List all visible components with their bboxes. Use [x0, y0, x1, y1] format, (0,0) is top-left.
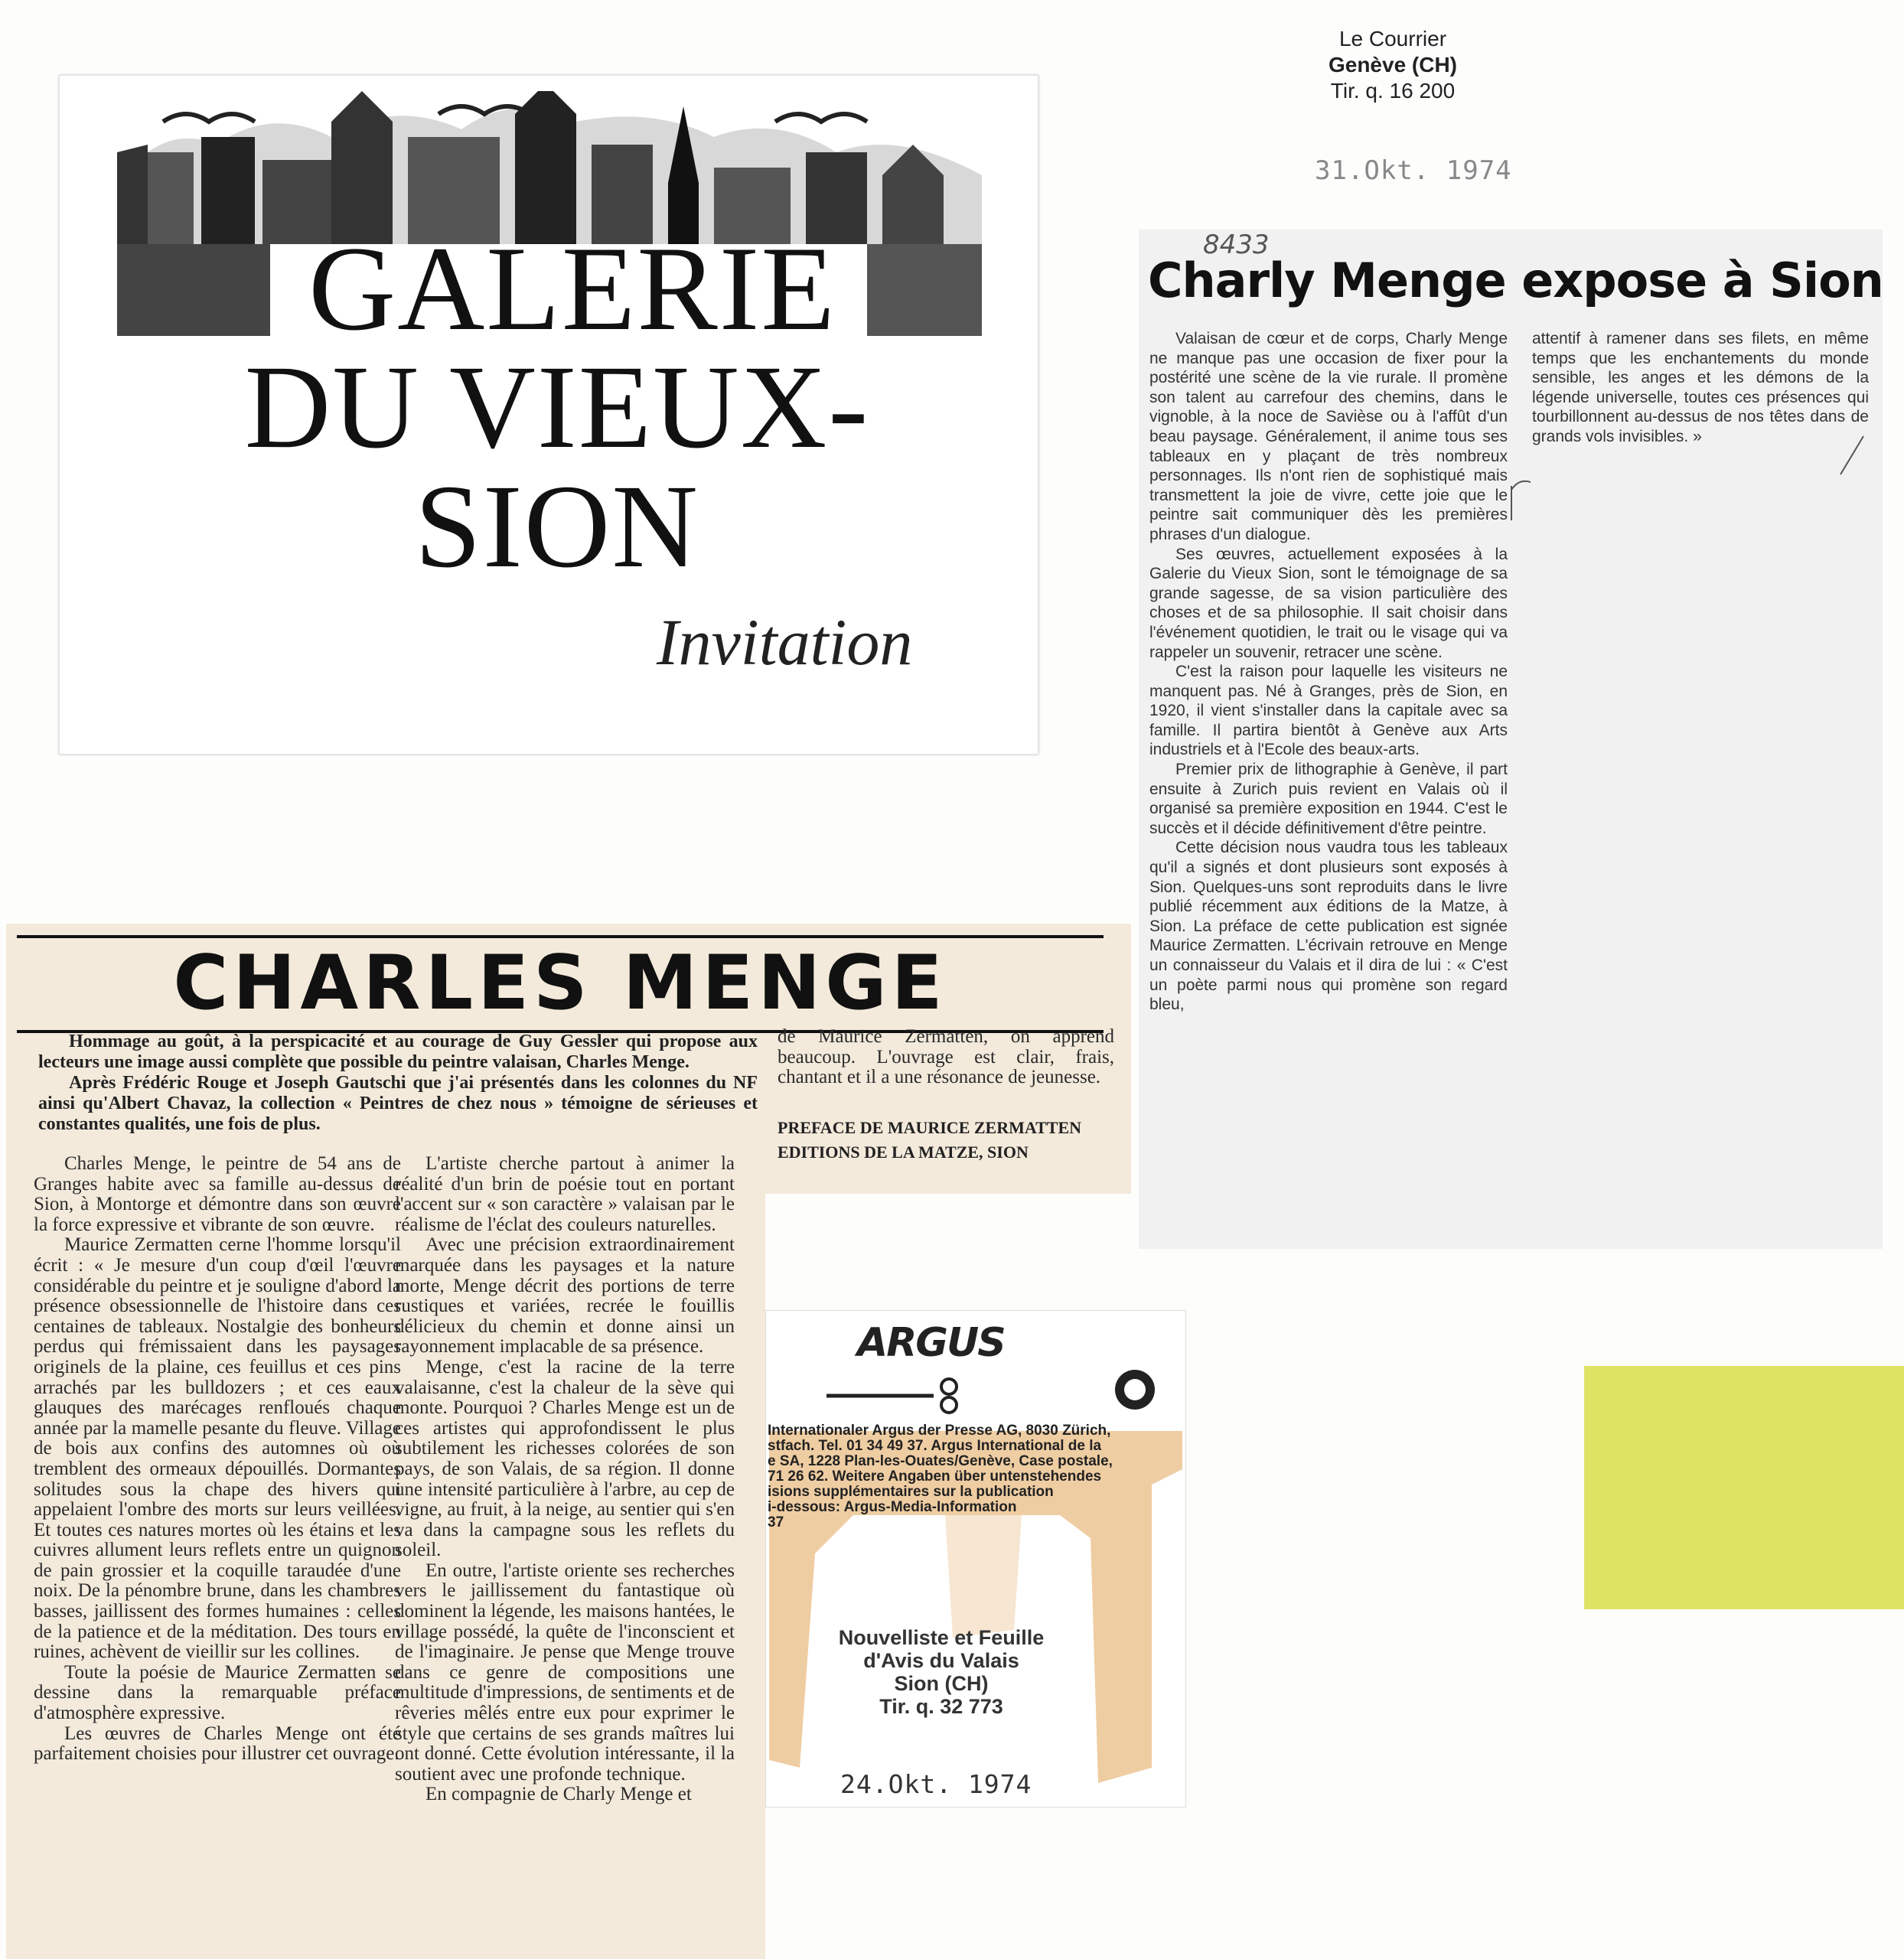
stamp-line: Genève (CH) [1328, 53, 1458, 77]
paragraph: Menge, c'est la racine de la terre valaisanne, c'est la chaleur de la sève qui monte. Pourquoi ? Charles Menge est un de ces artistes qui approfondissent le plus subtilement les richesses colorées de son pays, de son Valais, de sa région. Il donne une intensité particulière à l'arbre, au cep de vigne, au fruit, à la neige, au sentier qui s'en va dans la campagne sous les reflets du soleil. [395, 1356, 735, 1561]
article-column-1 [1149, 329, 1508, 1015]
paragraph: En outre, l'artiste oriente ses recherches vers le jaillissement du fantastique où dominent la légende, les maisons hantées, le village possédé, la quête de l'inconscient et de l'imaginaire. Je pense que Menge trouve dans ce genre de compositions une multitude d'impressions, de sentiments et de rêveries mêlés entre eux pour exprimer le style que certains de ses grands maîtres lui ont donné. Cette évolution intéressante, il la soutient avec une profonde technique. [395, 1560, 735, 1785]
source-line: Nouvelliste et Feuille [838, 1626, 1045, 1649]
yellow-sticky-note [1584, 1366, 1904, 1609]
paragraph: Hommage au goût, à la perspicacité et au courage de Guy Gessler qui propose aux lecteurs une image aussi complète que possible du peintre valaisan, Charles Menge. [38, 1032, 758, 1072]
paragraph: Premier prix de lithographie à Genève, il part ensuite à Zurich puis revient en Valais où il organisé sa première exposition en 1944. C'est le succès et il décide définitivement d'être peintre. [1149, 761, 1508, 837]
courrier-date-stamp: 31.Okt. 1974 [1315, 155, 1512, 186]
paragraph: Valaisan de cœur et de corps, Charly Menge ne manque pas une occasion de fixer pour la postérité une scène de la vie rurale. Il promène son talent au carrefour des chemins, dans le vignoble, à la noce de Savièse ou à l'affût d'un beau paysage. Généralement, il anime tous ses tableaux en y plaçant de très nombreux personnages. Ils n'ont rien de sophistiqué mais transmettent la joie de vivre, cette joie que le peintre sait communiquer dès les premières phrases d'un dialogue. [1149, 330, 1508, 543]
paragraph: L'artiste cherche partout à animer la réalité d'un brin de poésie tout en portant l'accent sur « son caractère » valaisan par le réalisme de l'éclat des couleurs naturelles. [395, 1153, 735, 1235]
info-line: 37 [768, 1514, 784, 1530]
clipping-headline: Charly Menge expose à Sion [1148, 253, 1883, 308]
signature-line: EDITIONS DE LA MATZE, SION [778, 1142, 1029, 1162]
source-line: d'Avis du Valais [863, 1649, 1019, 1672]
clipping-headline-box [17, 935, 1104, 1033]
paragraph: de Maurice Zermatten, on apprend beaucoup. L'ouvrage est clair, frais, chantant et il a une résonance de jeunesse. [778, 1026, 1114, 1088]
clipping-headline: CHARLES MENGE [173, 940, 947, 1027]
argus-logo: ARGUS [857, 1320, 1005, 1366]
paragraph: Toute la poésie de Maurice Zermatten se dessine dans la remarquable préface d'atmosphère expressive. [34, 1661, 401, 1724]
paragraph: Les œuvres de Charles Menge ont été parfaitement choisies pour illustrer cet ouvrage. [34, 1723, 401, 1765]
article-signature [778, 1116, 1114, 1165]
handwritten-number: 8433 [1203, 230, 1270, 260]
stamp-line: Le Courrier [1338, 27, 1447, 51]
paragraph: En compagnie de Charly Menge et [425, 1784, 692, 1805]
argus-date-stamp: 24.Okt. 1974 [840, 1769, 1032, 1799]
info-line: i-dessous: Argus-Media-Information [768, 1499, 1017, 1515]
gallery-title-line1: GALERIE [308, 222, 836, 356]
info-line: 71 26 62. Weitere Angaben über untenstehendes [768, 1468, 1102, 1485]
info-line: isions supplémentaires sur la publication [768, 1484, 1054, 1500]
paragraph: Avec une précision extraordinairement marquée dans les paysages et la nature morte, Menge décrit des portions de terre rustiques et variées, recrée le fouillis délicieux du chemin et donne ainsi un rayonnement implacable de sa présence. [395, 1234, 735, 1358]
info-line: e SA, 1228 Plan-les-Ouates/Genève, Case postale, [768, 1453, 1113, 1469]
signature-line: PREFACE DE MAURICE ZERMATTEN [778, 1118, 1082, 1137]
gallery-title-line2: DU VIEUX-SION [244, 341, 870, 592]
stamp-line: Tir. q. 16 200 [1330, 79, 1456, 103]
pen-mark [1504, 329, 1871, 528]
paragraph: Cette décision nous vaudra tous les tableaux qu'il a signés et dont plusieurs sont exposés à Sion. Quelques-uns sont reproduits dans le livre publié récemment aux éditions de la Matze, à Sion. La préface de cette publication est signée Maurice Zermatten. L'écrivain retrouve en Menge un connaisseur du Valais et il dira de lui : « C'est un poète parmi nous qui promène son regard bleu, [1149, 839, 1508, 1014]
scissors-icon [826, 1376, 980, 1414]
invitation-label: Invitation [657, 605, 913, 679]
article-column-1 [34, 1154, 401, 1765]
paragraph: attentif à ramener dans ses filets, en même temps que les enchantements du monde sensible, les anges et les démons de la légende universelle, toutes ces présences qui tourbillonnent au-dessus de nos têtes dans de grands vols invisibles. » [1532, 330, 1869, 445]
article-column-3 [778, 1027, 1114, 1088]
source-line: Tir. q. 32 773 [879, 1695, 1003, 1718]
paragraph: Ses œuvres, actuellement exposées à la Galerie du Vieux Sion, sont le témoignage de sa grande sagesse, de sa vision particulière des choses et de sa philosophie. Il sait choisir dans l'événement quotidien, le trait ou le visage qui va rappeler un souvenir, retracer une scène. [1149, 545, 1508, 661]
argus-info [768, 1423, 1181, 1530]
argus-source [811, 1626, 1071, 1718]
paragraph: C'est la raison pour laquelle les visiteurs ne manquent pas. Né à Granges, près de Sion, en 1920, il vient s'installer dans la capitale avec sa famille. Il partira bientôt à Genève aux Arts industriels et à l'Ecole des beaux-arts. [1149, 663, 1508, 759]
paragraph: Maurice Zermatten cerne l'homme lorsqu'il écrit : « Je mesure d'un coup d'œil l'œuvre considérable du peintre et je souligne d'abord la présence obsessionnelle de l'histoire dans ces centaines de tableaux. Nostalgie des bonheurs perdus qui frémissaient dans les paysages originels de la plaine, ces feuillus et ces pins arrachés par les bulldozers ; et ces eaux glauques des marécages renfloués chaque année par la mamelle pesante du fleuve. Village de bois aux confins des automnes où où tremblent des ormeaux dépouillés. Dormantes solitudes sous la chape des hivers qui appelaient l'ombre des morts sur leurs veillées. Et toutes ces natures mortes où les étains et les cuivres allument leurs reflets entre un quignon de pain grossier et la coquille taraudée d'une noix. De la pénombre brune, dans les chambres basses, jaillissent des formes humaines : celles de la patience et de la méditation. Des tours en ruines, achèvent de vieillir sur les collines. [34, 1234, 401, 1663]
paragraph: Après Frédéric Rouge et Joseph Gautschi que j'ai présentés dans les colonnes du NF ainsi qu'Albert Chavaz, la collection « Peintres de chez nous » témoigne de sérieuses et constantes qualités, une fois de plus. [38, 1073, 758, 1134]
courrier-stamp [1301, 26, 1485, 104]
paragraph: Charles Menge, le peintre de 54 ans de Granges habite avec sa famille au-dessus de Sion, à Montorge et démontre dans son œuvre la force expressive et vibrante de son œuvre. [34, 1153, 401, 1235]
article-lead [38, 1032, 758, 1135]
source-line: Sion (CH) [894, 1672, 989, 1695]
argus-seal-icon [1113, 1368, 1156, 1411]
info-line: Internationaler Argus der Presse AG, 8030 Zürich, [768, 1423, 1111, 1439]
invitation-card [59, 75, 1038, 755]
article-column-2 [395, 1154, 735, 1805]
info-line: stfach. Tel. 01 34 49 37. Argus International de la [768, 1438, 1102, 1454]
